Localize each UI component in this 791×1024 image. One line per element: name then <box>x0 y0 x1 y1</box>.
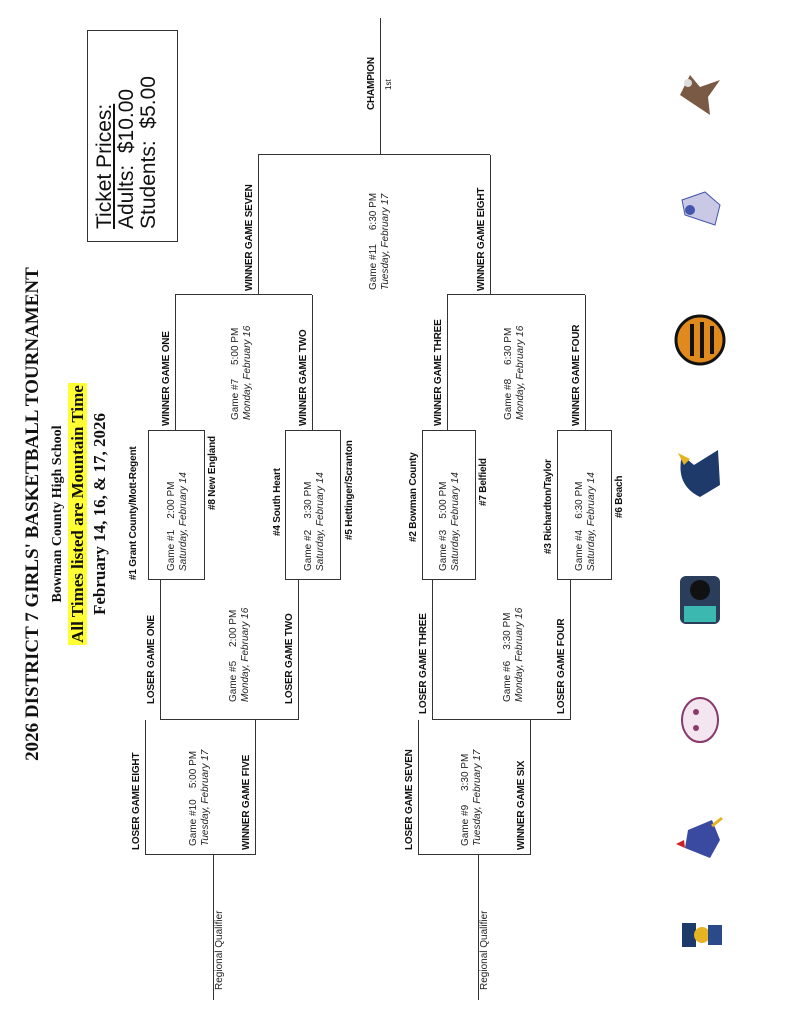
game-1-info: Game #1 2:00 PM Saturday, February 14 <box>166 472 189 571</box>
team-seed-5: #5 Hettinger/Scranton <box>344 440 355 540</box>
tournament-dates: February 14, 16, & 17, 2026 <box>90 412 109 616</box>
team-seed-3: #3 Richardton/Taylor <box>543 459 554 554</box>
game-10-info: Game #10 5:00 PM Tuesday, February 17 <box>188 749 211 846</box>
label-loser-game-two: LOSER GAME TWO <box>284 613 295 704</box>
bulldog-logo-icon <box>670 690 730 750</box>
hawk-logo-icon <box>670 65 730 125</box>
bracket-line <box>447 295 448 430</box>
label-loser-game-eight: LOSER GAME EIGHT <box>131 752 142 850</box>
tiger-logo-icon <box>670 310 730 370</box>
label-winner-game-four: WINNER GAME FOUR <box>571 324 582 426</box>
ticket-adults: Adults: $10.00 <box>115 88 138 229</box>
jaguars-logo-icon <box>670 570 730 630</box>
label-loser-game-three: LOSER GAME THREE <box>418 613 429 714</box>
bracket-line <box>175 294 312 295</box>
label-winner-game-eight: WINNER GAME EIGHT <box>476 187 487 291</box>
bracket-line <box>145 720 146 855</box>
bracket-line <box>490 155 491 295</box>
bracket-line <box>432 580 433 720</box>
label-first: 1st <box>384 79 393 90</box>
team-seed-2: #2 Bowman County <box>408 452 419 542</box>
bracket-line <box>298 580 299 720</box>
ticket-students: Students: $5.00 <box>137 76 160 229</box>
label-winner-game-one: WINNER GAME ONE <box>161 331 172 426</box>
game-2-box <box>285 430 341 580</box>
knight-logo-icon <box>670 180 730 240</box>
bracket-line <box>160 580 161 720</box>
bracket-line <box>418 720 419 855</box>
rooster-logo-icon <box>670 810 730 870</box>
label-regional-qualifier: Regional Qualifier <box>479 910 490 990</box>
team-seed-1: #1 Grant County/Mott-Regent <box>128 446 139 580</box>
bracket-line <box>585 295 586 430</box>
label-winner-game-two: WINNER GAME TWO <box>298 329 309 426</box>
label-winner-game-five: WINNER GAME FIVE <box>241 754 252 850</box>
time-notice <box>68 204 88 824</box>
game-7-info: Game #7 5:00 PM Monday, February 16 <box>230 325 253 420</box>
game-3-info: Game #3 5:00 PM Saturday, February 14 <box>438 472 461 571</box>
bracket-line <box>258 155 259 295</box>
label-loser-game-four: LOSER GAME FOUR <box>556 618 567 714</box>
team-seed-6: #6 Beach <box>614 475 625 518</box>
bracket-line <box>175 295 176 430</box>
game-5-info: Game #5 2:00 PM Monday, February 16 <box>228 607 251 702</box>
game-2-info: Game #2 3:30 PM Saturday, February 14 <box>303 472 326 571</box>
label-champion: CHAMPION <box>366 57 377 110</box>
team-seed-7: #7 Belfield <box>478 458 489 506</box>
page-title: 2026 DISTRICT 7 GIRLS' BASKETBALL TOURNAMENT <box>22 267 43 761</box>
bracket-line <box>258 154 490 155</box>
game-4-info: Game #4 6:30 PM Saturday, February 14 <box>574 472 597 571</box>
champion-line <box>380 18 381 155</box>
label-winner-game-seven: WINNER GAME SEVEN <box>244 184 255 291</box>
bracket-line <box>447 294 585 295</box>
game-3-box <box>422 430 476 580</box>
game-8-info: Game #8 6:30 PM Monday, February 16 <box>503 325 526 420</box>
time-notice-text: All Times listed are Mountain Time <box>68 385 87 643</box>
game-4-box <box>557 430 612 580</box>
bracket-line <box>312 295 313 430</box>
game-9-info: Game #9 3:30 PM Tuesday, February 17 <box>460 749 483 846</box>
team-seed-8: #8 New England <box>207 436 218 510</box>
eagle-logo-icon <box>670 445 730 505</box>
game-1-box <box>148 430 205 580</box>
bracket-line <box>432 719 570 720</box>
bracket-line <box>255 720 256 855</box>
bracket-line <box>160 719 298 720</box>
host-school: Bowman County High School <box>50 425 65 603</box>
pioneer-logo-icon <box>670 905 730 965</box>
label-loser-game-seven: LOSER GAME SEVEN <box>404 749 415 850</box>
game-11-info: Game #11 6:30 PM Tuesday, February 17 <box>368 192 391 290</box>
bracket-line <box>418 854 530 855</box>
label-winner-game-six: WINNER GAME SIX <box>516 760 527 850</box>
ticket-heading: Ticket Prices: <box>93 103 116 229</box>
bracket-line <box>145 854 255 855</box>
label-regional-qualifier: Regional Qualifier <box>214 910 225 990</box>
label-loser-game-one: LOSER GAME ONE <box>146 615 157 704</box>
team-seed-4: #4 South Heart <box>272 468 283 536</box>
game-6-info: Game #6 3:30 PM Monday, February 16 <box>502 607 525 702</box>
label-winner-game-three: WINNER GAME THREE <box>433 319 444 426</box>
ticket-prices-box <box>87 30 178 242</box>
bracket-line <box>570 580 571 720</box>
bracket-line <box>530 720 531 855</box>
